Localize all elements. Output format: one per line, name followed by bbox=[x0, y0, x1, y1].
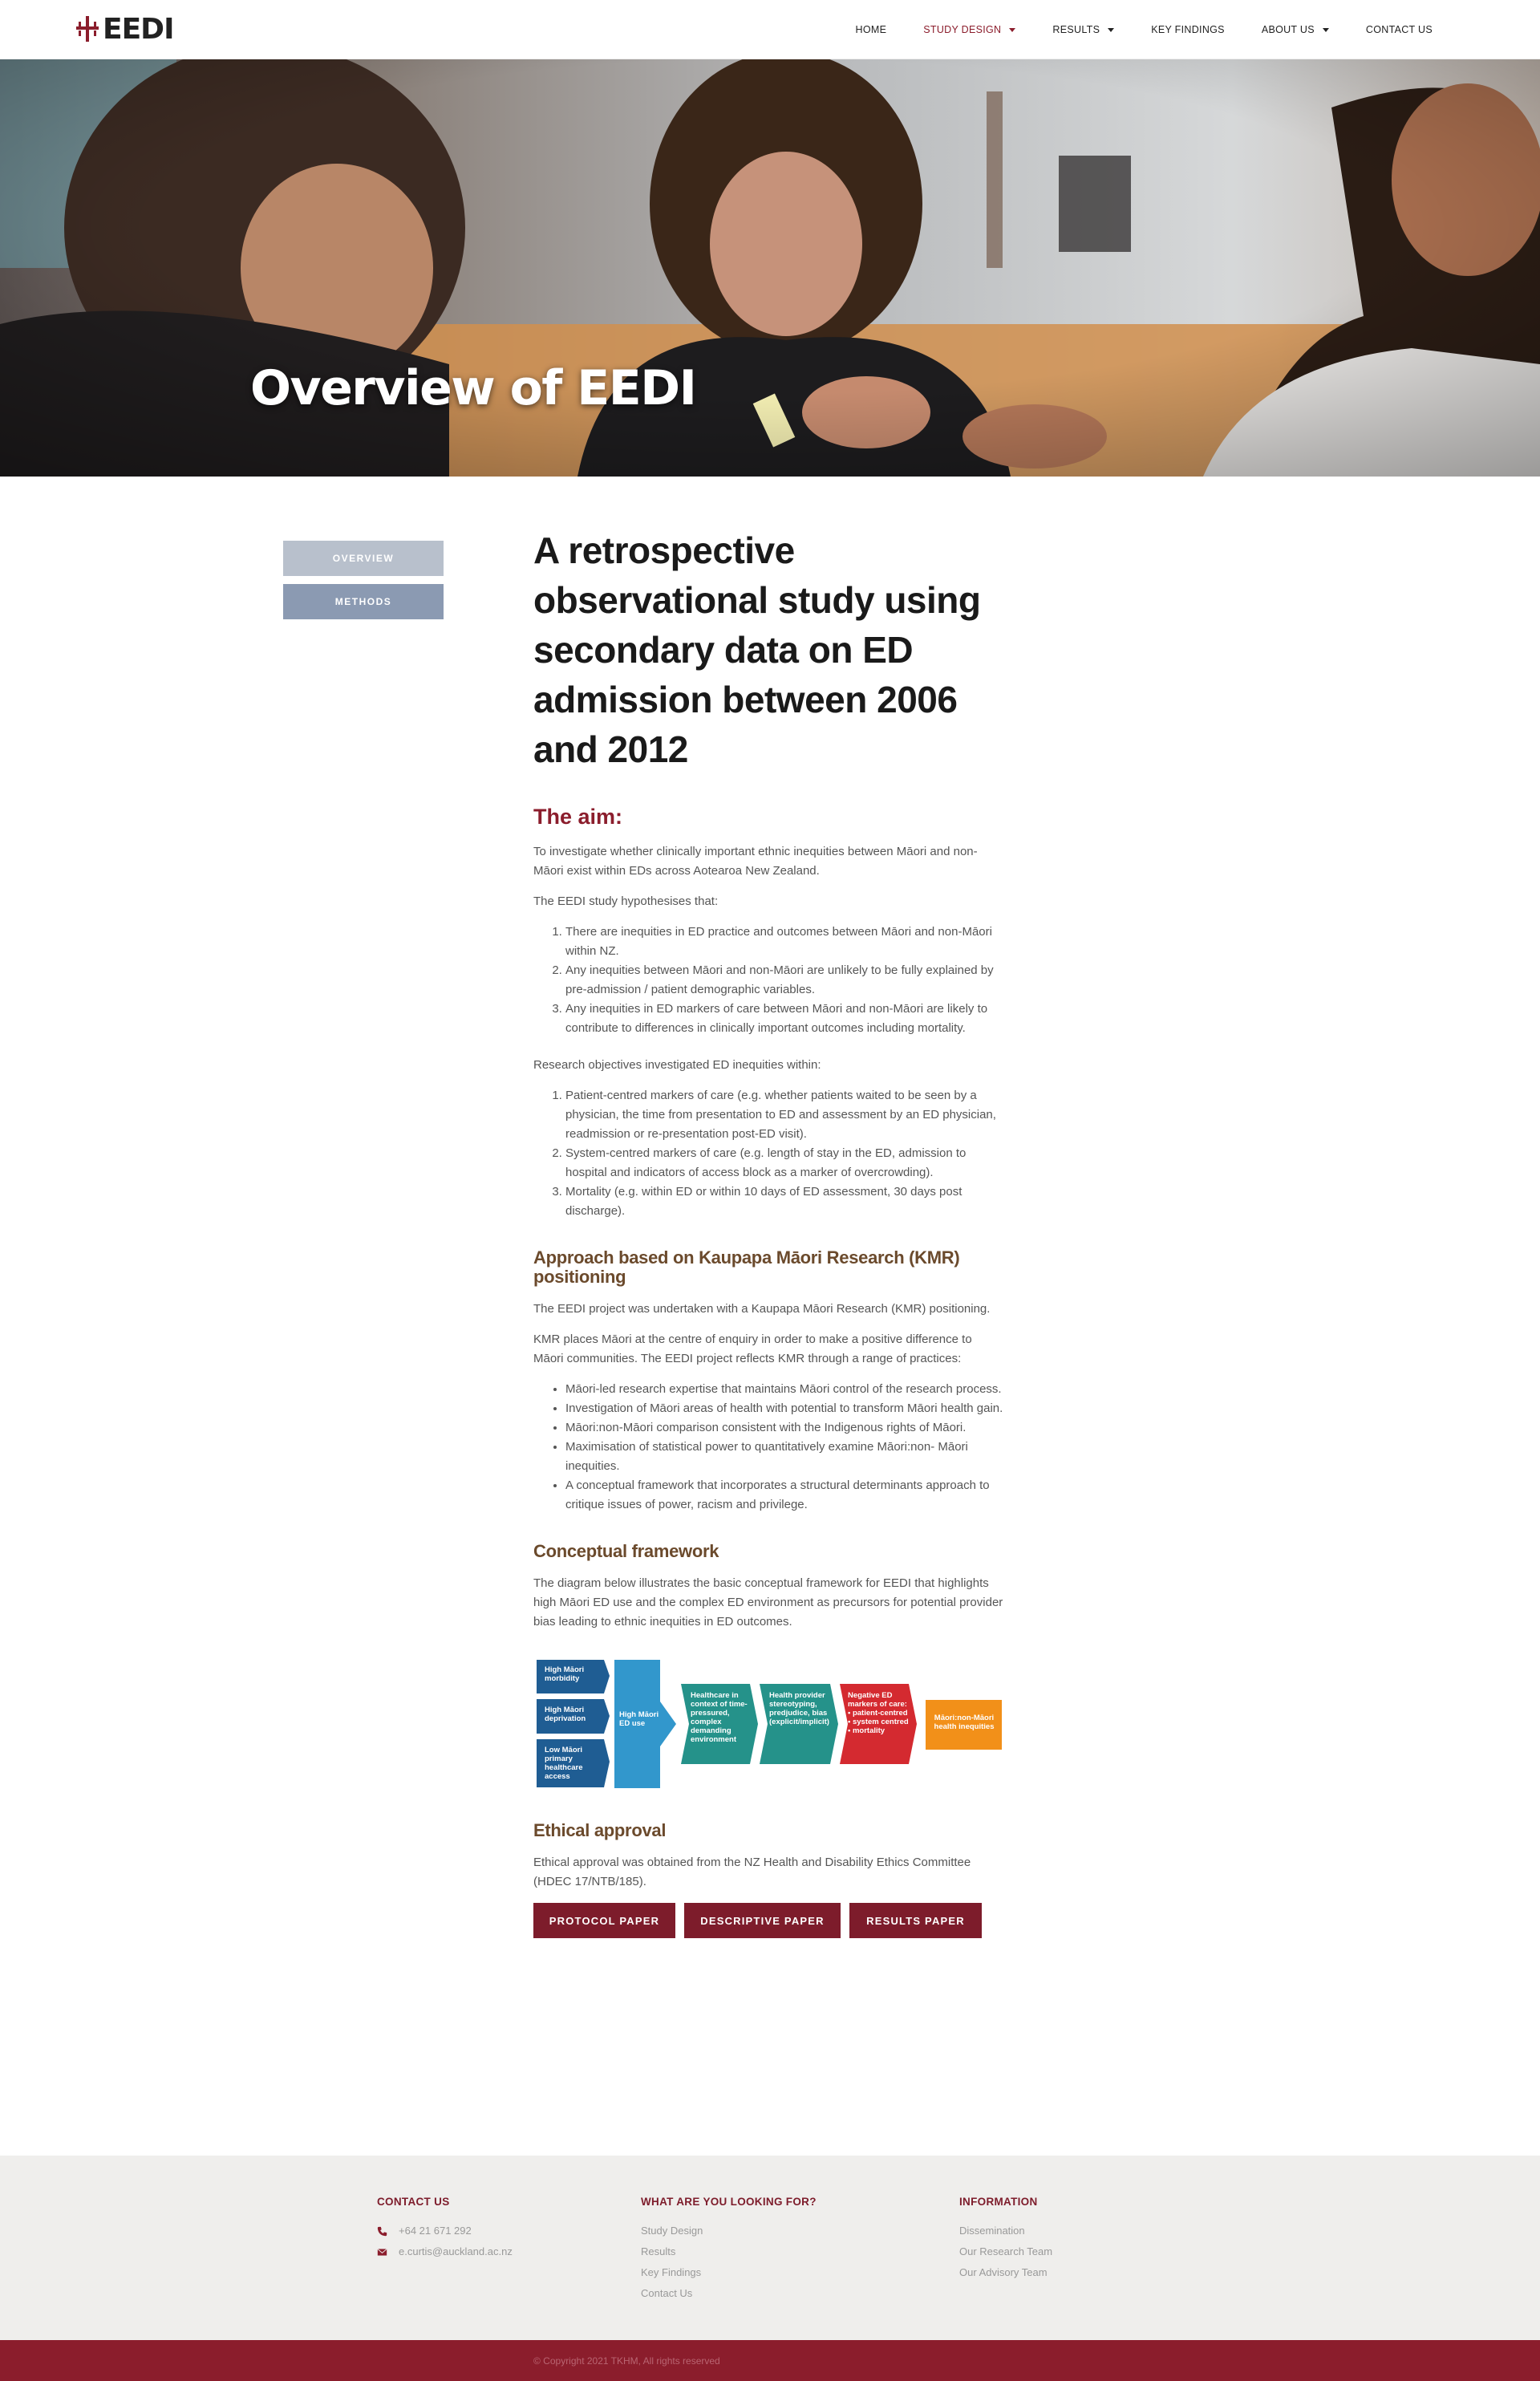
list-item: 3. Any inequities in ED markers of care between Māori and non-Māori are likely to contribute to differences in clinically important outcomes including mortality. bbox=[565, 1000, 1005, 1038]
nav-results[interactable] bbox=[1052, 24, 1114, 35]
paper-buttons bbox=[533, 1903, 1005, 1938]
main-content bbox=[533, 525, 1005, 1938]
footer-looking-column bbox=[641, 2196, 817, 2304]
footer-contact-heading: CONTACT US bbox=[377, 2196, 450, 2208]
hypothesis-intro: The EEDI study hypothesises that: bbox=[533, 894, 719, 908]
protocol-paper-button[interactable]: PROTOCOL PAPER bbox=[533, 1903, 675, 1938]
caret-down-icon bbox=[1009, 28, 1015, 32]
kmr-paragraph-1: The EEDI project was undertaken with a Kaupapa Māori Research (KMR) positioning. bbox=[533, 1302, 991, 1316]
list-item: 2. Any inequities between Māori and non-Māori are unlikely to be fully explained by pre-admission / patient demographic variables. bbox=[565, 961, 1005, 1000]
envelope-icon bbox=[377, 2247, 387, 2257]
caret-down-icon bbox=[1323, 28, 1329, 32]
logo-text: EEDI bbox=[103, 12, 174, 46]
nav-home-label: HOME bbox=[855, 24, 887, 35]
nav-study-design[interactable] bbox=[923, 24, 1015, 35]
hypotheses-list bbox=[565, 923, 1005, 1038]
footer-email[interactable] bbox=[377, 2241, 513, 2262]
diagram-marker-item: • system centred bbox=[848, 1718, 909, 1726]
hero-title: Overview of EEDI bbox=[250, 360, 696, 416]
objectives-intro: Research objectives investigated ED inequities within: bbox=[533, 1058, 821, 1072]
nav-key-findings-label: KEY FINDINGS bbox=[1151, 24, 1225, 35]
sidebar-overview-button[interactable]: OVERVIEW bbox=[283, 541, 444, 576]
framework-heading: Conceptual framework bbox=[533, 1541, 719, 1561]
footer-link-results[interactable]: Results bbox=[641, 2245, 676, 2257]
footer-info-heading: INFORMATION bbox=[959, 2196, 1038, 2208]
conceptual-framework-diagram bbox=[533, 1656, 1005, 1794]
footer-link-study-design[interactable]: Study Design bbox=[641, 2225, 703, 2237]
list-item: • A conceptual framework that incorporates a structural determinants approach to critique issues of power, racism and privilege. bbox=[565, 1476, 1005, 1515]
copyright-bar bbox=[0, 2340, 1540, 2381]
aim-heading: The aim: bbox=[533, 805, 623, 829]
framework-text: The diagram below illustrates the basic conceptual framework for EEDI that highlights high Māori ED use and the complex ED environment as precursors for potential provider bias leading to ethnic inequities in ED outcomes. bbox=[533, 1576, 1003, 1629]
diagram-markers-title: Negative ED markers of care: bbox=[848, 1691, 907, 1709]
diagram-provider-bias: Health provider stereotyping, predjudice, bias (explicit/implicit) bbox=[769, 1691, 829, 1726]
nav-results-label: RESULTS bbox=[1052, 24, 1100, 35]
diagram-ed-use: High Māori ED use bbox=[619, 1710, 659, 1728]
logo-cross-icon bbox=[75, 15, 99, 43]
footer-link-advisory-team[interactable]: Our Advisory Team bbox=[959, 2266, 1048, 2278]
diagram-context: Healthcare in context of time-pressured, complex demanding environment bbox=[691, 1691, 748, 1744]
list-item: 3. Mortality (e.g. within ED or within 10 days of ED assessment, 30 days post discharge). bbox=[565, 1182, 1005, 1221]
list-item: 1. There are inequities in ED practice and outcomes between Māori and non-Māori within NZ. bbox=[565, 923, 1005, 961]
kmr-heading: Approach based on Kaupapa Māori Research (KMR) positioning bbox=[533, 1247, 960, 1287]
phone-icon bbox=[377, 2226, 387, 2237]
nav-key-findings[interactable] bbox=[1151, 24, 1225, 35]
diagram-negative-markers bbox=[848, 1691, 912, 1735]
footer-contact-column bbox=[377, 2196, 513, 2262]
ethics-text: Ethical approval was obtained from the NZ Health and Disability Ethics Committee (HDEC 17/NTB/185). bbox=[533, 1856, 971, 1888]
list-item: • Investigation of Māori areas of health with potential to transform Māori health gain. bbox=[565, 1399, 1005, 1418]
kmr-practices-list bbox=[565, 1380, 1005, 1515]
hero-banner bbox=[0, 59, 1540, 477]
diagram-low-phc-access: Low Māori primary healthcare access bbox=[545, 1746, 583, 1781]
nav-contact-us-label: CONTACT US bbox=[1365, 24, 1433, 35]
footer-link-research-team[interactable]: Our Research Team bbox=[959, 2245, 1053, 2257]
diagram-marker-item: • mortality bbox=[848, 1726, 886, 1735]
list-item: • Māori:non-Māori comparison consistent with the Indigenous rights of Māori. bbox=[565, 1418, 1005, 1438]
results-paper-button[interactable]: RESULTS PAPER bbox=[849, 1903, 982, 1938]
diagram-outcome: Māori:non-Māori health inequities bbox=[934, 1714, 995, 1731]
objectives-list bbox=[565, 1086, 1005, 1221]
footer-looking-heading: WHAT ARE YOU LOOKING FOR? bbox=[641, 2196, 817, 2208]
site-footer bbox=[0, 2156, 1540, 2340]
footer-email-text: e.curtis@auckland.ac.nz bbox=[399, 2245, 513, 2257]
footer-link-contact-us[interactable]: Contact Us bbox=[641, 2287, 693, 2299]
nav-about-us[interactable] bbox=[1262, 24, 1329, 35]
page-title: A retrospective observational study using secondary data on ED admission between 2006 and 2012 bbox=[533, 529, 981, 770]
nav-study-design-label: STUDY DESIGN bbox=[923, 24, 1002, 35]
footer-phone-text: +64 21 671 292 bbox=[399, 2225, 472, 2237]
footer-link-dissemination[interactable]: Dissemination bbox=[959, 2225, 1025, 2237]
list-item: • Māori-led research expertise that maintains Māori control of the research process. bbox=[565, 1380, 1005, 1399]
diagram-high-deprivation: High Māori deprivation bbox=[545, 1706, 586, 1723]
footer-phone[interactable] bbox=[377, 2221, 513, 2241]
descriptive-paper-button[interactable]: DESCRIPTIVE PAPER bbox=[684, 1903, 841, 1938]
nav-about-us-label: ABOUT US bbox=[1261, 24, 1315, 35]
diagram-marker-item: • patient-centred bbox=[848, 1709, 908, 1718]
ethics-heading: Ethical approval bbox=[533, 1820, 667, 1840]
aim-text: To investigate whether clinically important ethnic inequities between Māori and non-Māori exist within EDs across Aotearoa New Zealand. bbox=[533, 845, 978, 878]
copyright-text: © Copyright 2021 TKHM, All rights reserved bbox=[533, 2355, 720, 2367]
sidebar-methods-button[interactable]: METHODS bbox=[283, 584, 444, 619]
kmr-paragraph-2: KMR places Māori at the centre of enquiry in order to make a positive difference to Māori communities. The EEDI project reflects KMR through a range of practices: bbox=[533, 1332, 972, 1365]
list-item: 2. System-centred markers of care (e.g. length of stay in the ED, admission to hospital and indicators of access block as a marker of overcrowding). bbox=[565, 1144, 1005, 1182]
list-item: 1. Patient-centred markers of care (e.g. whether patients waited to be seen by a physician, the time from presentation to ED and assessment by an ED physician, readmission or re-presentation post-ED visit). bbox=[565, 1086, 1005, 1144]
nav-contact-us[interactable] bbox=[1366, 24, 1433, 35]
main-nav bbox=[819, 0, 1433, 59]
site-header bbox=[0, 0, 1540, 59]
list-item: • Maximisation of statistical power to quantitatively examine Māori:non- Māori inequities. bbox=[565, 1438, 1005, 1476]
footer-link-key-findings[interactable]: Key Findings bbox=[641, 2266, 702, 2278]
nav-home[interactable] bbox=[856, 24, 887, 35]
hero-photo bbox=[0, 59, 1540, 477]
caret-down-icon bbox=[1108, 28, 1114, 32]
diagram-high-morbidity: High Māori morbidity bbox=[545, 1665, 585, 1683]
footer-info-column bbox=[959, 2196, 1052, 2283]
site-logo[interactable] bbox=[75, 13, 173, 45]
